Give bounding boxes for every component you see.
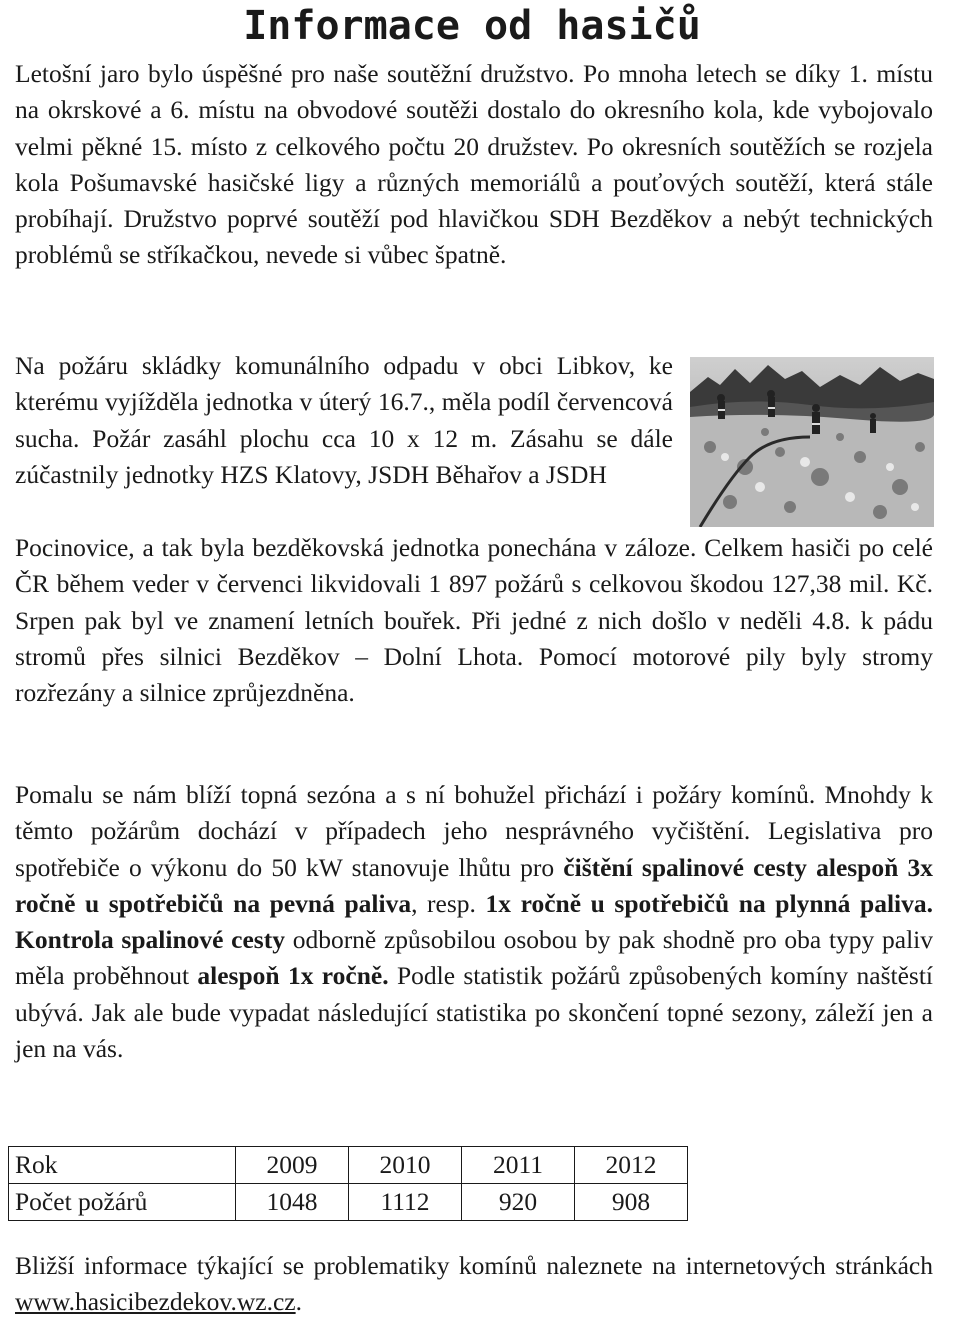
chimney-bold-1: čištění spalinové cesty alespoň 3x ročně u spotřebičů na pevná paliva bbox=[15, 852, 933, 918]
chimney-text-1: Pomalu se nám blíží topná sezóna a s ní bohužel přichází i požáry komínů. Mnohdy k těmto požárům dochází v případech jeho nesprávného vyčištění. Legislativa pro spotřebiče o výkonu do 50 kW stanovuje lhůtu pro bbox=[15, 780, 933, 882]
chimney-text-2: , resp. bbox=[411, 888, 486, 918]
paragraph-fire-text: Na požáru skládky komunálního odpadu v obci Libkov, ke kterému vyjížděla jednotka v úterý 16.7., měla podíl červencová sucha. Požár zasáhl plochu cca 10 x 12 m. Zásahu se dále zúčastnily jednotky HZS Klatovy, JSDH Běhařov a JSDH bbox=[15, 351, 673, 489]
table-cell: 908 bbox=[575, 1184, 688, 1221]
table-row bbox=[9, 1184, 688, 1221]
chimney-text-4: Podle statistik požárů způsobených komíny naštěstí ubývá. Jak ale bude vypadat následující statistika po skončení topné sezony, záleží jen a jen na vás. bbox=[15, 961, 934, 1064]
chimney-text-3: odborně způsobilou osobou by pak shodně pro oba typy paliv měla proběhnout bbox=[15, 925, 933, 991]
firefighters-landfill-photo bbox=[690, 357, 934, 527]
table-cell: 1112 bbox=[349, 1184, 462, 1221]
paragraph-more-info bbox=[15, 1248, 933, 1321]
website-link[interactable]: www.hasicibezdekov.wz.cz bbox=[15, 1287, 296, 1317]
table-cell: 920 bbox=[462, 1184, 575, 1221]
table-cell: 2009 bbox=[236, 1147, 349, 1184]
table-cell: 1048 bbox=[236, 1184, 349, 1221]
table-cell: Rok bbox=[9, 1147, 236, 1184]
page-title: Informace od hasičů bbox=[243, 3, 701, 49]
table-cell: 2011 bbox=[462, 1147, 575, 1184]
table-cell: 2010 bbox=[349, 1147, 462, 1184]
more-info-end: . bbox=[295, 1287, 302, 1317]
more-info-text: Bližší informace týkající se problematiky komínů naleznete na internetových stránkách bbox=[15, 1251, 933, 1280]
table-cell: Počet požárů bbox=[9, 1184, 236, 1221]
chimney-bold-3: alespoň 1x ročně. bbox=[197, 961, 389, 991]
paragraph-fire-continued: Pocinovice, a tak byla bezděkovská jednotka ponechána v záloze. Celkem hasiči po celé ČR během veder v červenci likvidovali 1 897 požárů s celkovou škodou 127,38 mil. Kč. Srpen pak byl ve znamení letních bouřek. Při jedné z nich došlo v neděli 4.8. k pádu stromů přes silnici Bezděkov – Dolní Lhota. Pomocí motorové pily byly stromy rozřezány a silnice zprůjezdněna. bbox=[15, 533, 933, 708]
table-cell: 2012 bbox=[575, 1147, 688, 1184]
paragraph-competition: Letošní jaro bylo úspěšné pro naše soutěžní družstvo. Po mnoha letech se díky 1. místu na okrskové a 6. místu na obvodové soutěži dostalo do okresního kola, kde vybojovalo velmi pěkné 15. místo z celkového počtu 20 družstev. Po okresních soutěžích se rozjela kola Pošumavské hasičské ligy a různých memoriálů a pouťových soutěží, která stále probíhají. Družstvo poprvé soutěží pod hlavičkou SDH Bezděkov a nebýt technických problémů se stříkačkou, nevede si vůbec špatně. bbox=[15, 59, 933, 270]
table-header-row bbox=[9, 1147, 688, 1184]
chimney-bold-2: 1x ročně u spotřebičů na plynná paliva. Kontrola spalinové cesty bbox=[15, 888, 934, 955]
photo-image bbox=[690, 357, 934, 527]
paragraph-chimney bbox=[15, 777, 933, 1067]
fire-statistics-table bbox=[8, 1146, 688, 1221]
